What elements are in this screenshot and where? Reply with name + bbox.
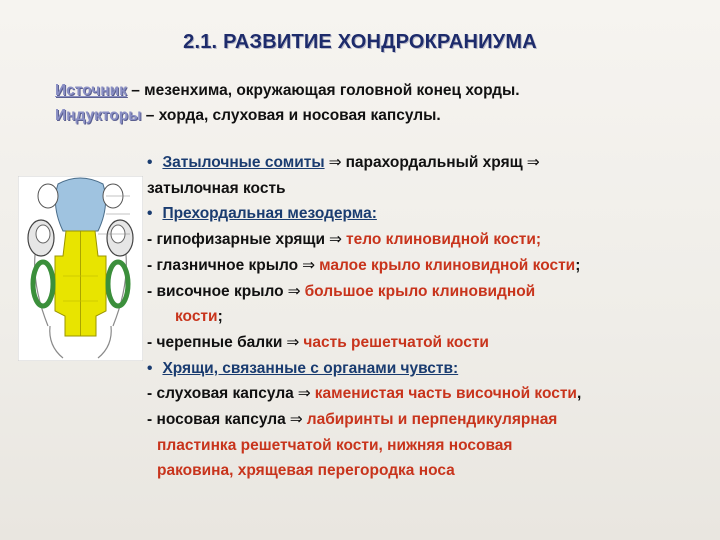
term-prechordal: Прехордальная мезодерма: — [162, 205, 377, 223]
line-12: пластинка решетчатой кости, нижняя носовая — [157, 436, 513, 454]
arrow-icon: ⇒ — [302, 256, 316, 274]
text-orbital-wing: - глазничное крыло — [147, 256, 299, 274]
line-10 — [147, 381, 717, 407]
result-greater-wing: большое крыло клиновидной — [304, 282, 536, 300]
content-list — [147, 150, 717, 484]
arrow-icon: ⇒ — [297, 385, 311, 403]
source-line — [55, 78, 520, 103]
line-5 — [147, 253, 717, 279]
inductors-line — [55, 103, 520, 128]
arrow-icon: ⇒ — [328, 154, 342, 171]
text-hypophyseal: - гипофизарные хрящи — [147, 231, 326, 249]
result-labyrinths: лабиринты и перпендикулярная — [306, 411, 558, 429]
bullet: • — [147, 205, 153, 223]
source-text: – мезенхима, окружающая головной конец хорды. — [126, 82, 520, 99]
line-2: затылочная кость — [147, 179, 286, 197]
text-auditory-capsule: - слуховая капсула — [147, 385, 294, 403]
source-term: Источник — [55, 82, 127, 99]
result-ethmoid-part: часть решетчатой кости — [303, 333, 489, 351]
result-petrous-part: каменистая часть височной кости — [314, 385, 577, 403]
result-greater-wing-cont: кости — [175, 308, 218, 326]
arrow-icon: ⇒ — [289, 411, 303, 429]
result-lesser-wing: малое крыло клиновидной кости — [319, 256, 576, 274]
punct: ; — [217, 308, 223, 326]
line-4 — [147, 227, 717, 253]
punct: , — [576, 385, 582, 403]
punct: ; — [575, 256, 581, 274]
line-7 — [147, 304, 717, 330]
text-parachordal: парахордальный хрящ — [345, 154, 523, 171]
text-temporal-wing: - височное крыло — [147, 282, 284, 300]
line-3 — [147, 201, 717, 227]
arrow-icon: ⇒ — [287, 282, 301, 300]
inductors-term: Индукторы — [55, 107, 142, 124]
line-13: раковина, хрящевая перегородка носа — [157, 462, 455, 480]
line-11 — [147, 407, 717, 433]
intro-block — [55, 78, 520, 128]
line-1 — [147, 150, 717, 176]
bullet: • — [147, 359, 153, 377]
term-occipital-somites: Затылочные сомиты — [162, 154, 325, 171]
text-cranial-trabeculae: - черепные балки — [147, 333, 283, 351]
chondrocranium-diagram — [18, 176, 143, 361]
arrow-icon: ⇒ — [329, 231, 343, 249]
term-sensory-cartilages: Хрящи, связанные с органами чувств: — [162, 359, 459, 377]
text-nasal-capsule: - носовая капсула — [147, 411, 286, 429]
inductors-text: – хорда, слуховая и носовая капсулы. — [141, 107, 441, 124]
line-6 — [147, 279, 717, 305]
result-sphenoid-body: тело клиновидной кости; — [346, 231, 542, 249]
line-8 — [147, 330, 717, 356]
bullet: • — [147, 154, 153, 171]
arrow-icon: ⇒ — [526, 154, 540, 171]
slide-title: 2.1. РАЗВИТИЕ ХОНДРОКРАНИУМА — [183, 31, 537, 53]
line-9 — [147, 356, 717, 382]
arrow-icon: ⇒ — [286, 333, 300, 351]
